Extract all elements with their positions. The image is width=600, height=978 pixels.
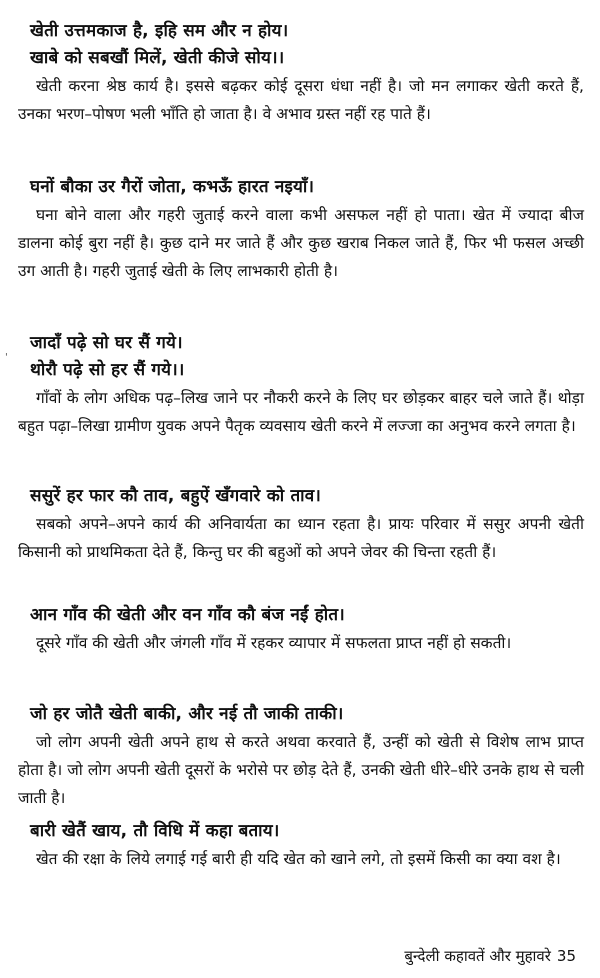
proverb-section: [18, 701, 584, 812]
page-number: 35: [556, 947, 576, 965]
proverb-explanation: खेत की रक्षा के लिये लगाई गई बारी ही यदि खेत को खाने लगे, तो इसमें किसी का क्या वश है।: [36, 850, 561, 868]
proverb-line: ससुरें हर फार कौ ताव, बहुऐं खँगवारे को ताव।: [30, 486, 322, 506]
proverb-explanation: सबको अपने–अपने कार्य की अनिवार्यता का ध्यान रहता है। प्रायः परिवार में ससुर अपनी खेती किसानी को प्राथमिकता देते हैं, किन्तु घर की बहुओं को अपने जेवर की चिन्ता रहती हैं।: [18, 515, 584, 561]
proverb-line: जादाँ पढ़े सो घर सैं गये।: [30, 333, 183, 353]
proverb-section: [18, 18, 584, 128]
proverb-section: [18, 330, 584, 440]
proverb-line: खेती उत्तमकाज है, इहि सम और न होय।: [30, 21, 289, 41]
proverb-explanation: गाँवों के लोग अधिक पढ़–लिख जाने पर नौकरी करने के लिए घर छोड़कर बाहर चले जाते हैं। थोड़ा बहुत पढ़ा–लिखा ग्रामीण युवक अपने पैतृक व्यवसाय खेती करने में लज्जा का अनुभव करने लगता है।: [18, 389, 584, 435]
proverb-line: खाबे को सबखौं मिलें, खेती कीजे सोय।।: [30, 48, 285, 68]
proverb-line: जो हर जोतै खेती बाकी, और नई तौ जाकी ताकी।: [30, 704, 344, 724]
proverb-explanation: खेती करना श्रेष्ठ कार्य है। इससे बढ़कर कोई दूसरा धंधा नहीं है। जो मन लगाकर खेती करते हैं, उनका भरण–पोषण भली भाँति हो जाता है। वे अभाव ग्रस्त नहीं रह पाते हैं।: [18, 77, 584, 123]
book-title: बुन्देली कहावतें और मुहावरे: [404, 947, 551, 965]
proverb-explanation: घना बोने वाला और गहरी जुताई करने वाला कभी असफल नहीं हो पाता। खेत में ज्यादा बीज डालना कोई बुरा नहीं है। कुछ दाने मर जाते हैं और कुछ खराब निकल जाते हैं, फिर भी फसल अच्छी उग आती है। गहरी जुताई खेती के लिए लाभकारी होती है।: [18, 206, 584, 280]
proverb-line: थोरौ पढ़े सो हर सैं गये।।: [30, 360, 185, 380]
stray-mark: ': [5, 352, 8, 363]
proverb-line: घनों बौका उर गैरों जोता, कभऊँ हारत नइयाँ।: [30, 177, 315, 197]
proverb-section: [18, 602, 584, 657]
proverb-section: [18, 174, 584, 285]
proverb-line: बारी खेतैं खाय, तौ विधि में कहा बताय।: [30, 821, 280, 841]
proverb-section: [18, 483, 584, 566]
proverb-explanation: दूसरे गाँव की खेती और जंगली गाँव में रहकर व्यापार में सफलता प्राप्त नहीं हो सकती।: [36, 634, 512, 652]
page-footer: [404, 946, 576, 966]
proverb-line: आन गाँव की खेती और वन गाँव कौ बंज नईं होत।: [30, 605, 345, 625]
proverb-explanation: जो लोग अपनी खेती अपने हाथ से करते अथवा करवाते हैं, उन्हीं को खेती से विशेष लाभ प्राप्त होता है। जो लोग अपनी खेती दूसरों के भरोसे पर छोड़ देते हैं, उनकी खेती धीरे–धीरे उनके हाथ से चली जाती है।: [18, 733, 584, 807]
proverb-section: [18, 818, 584, 873]
